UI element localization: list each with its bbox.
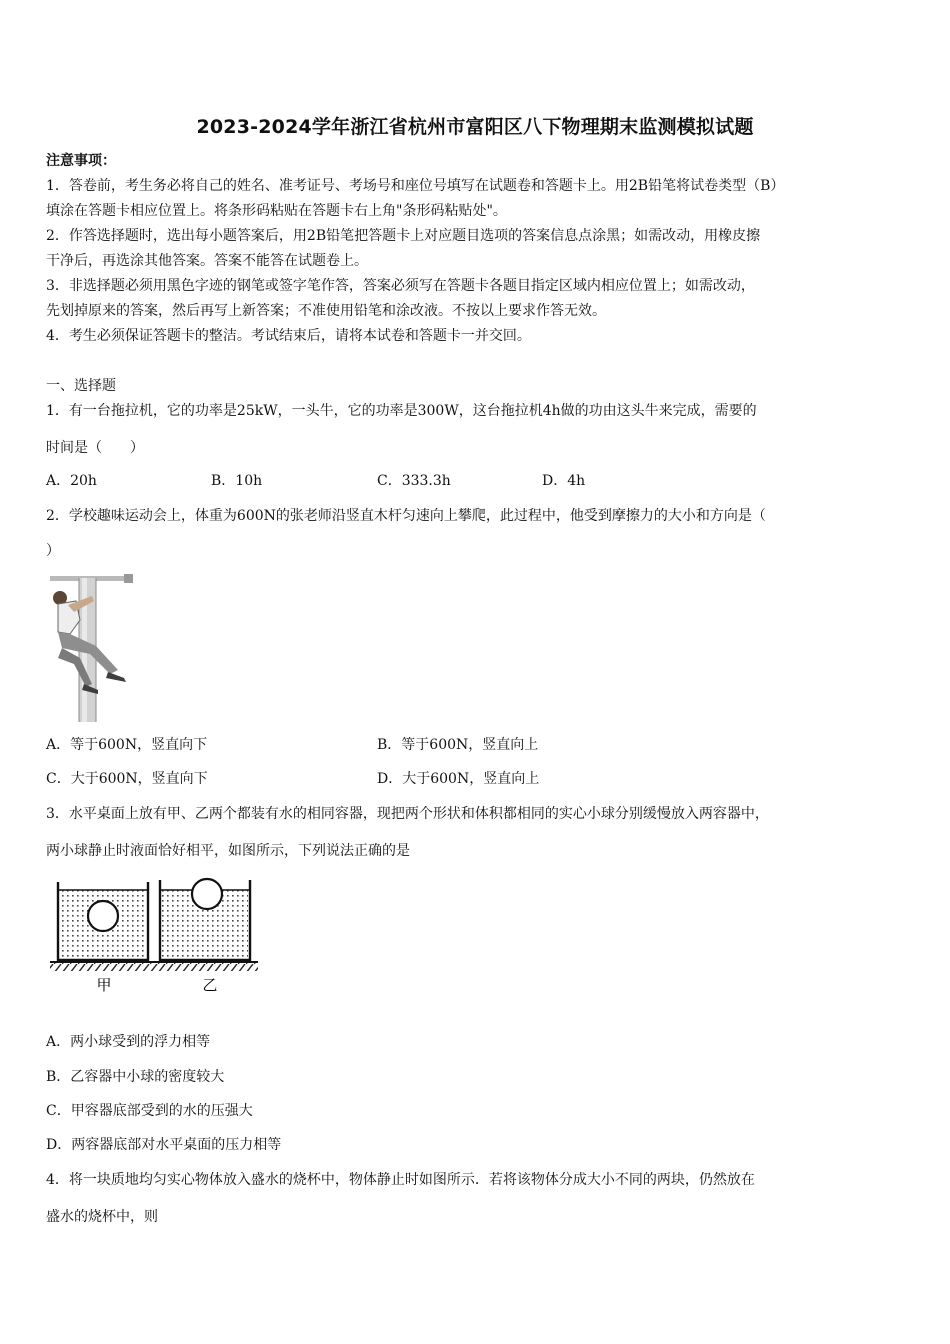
notice-line: 1．答卷前，考生务必将自己的姓名、准考证号、考场号和座位号填写在试题卷和答题卡上。用2B铅笔将试卷类型（B）	[46, 178, 785, 194]
q3-option-a: A．两小球受到的浮力相等	[46, 1034, 211, 1050]
q2-option-c: C．大于600N，竖直向下	[46, 771, 208, 787]
notice-line: 填涂在答题卡相应位置上。将条形码粘贴在答题卡右上角"条形码粘贴处"。	[46, 203, 507, 219]
question-1-text: 1．有一台拖拉机，它的功率是25kW，一头牛，它的功率是300W，这台拖拉机4h做的功由这头牛来完成，需要的	[46, 403, 757, 419]
climbing-teacher-figure	[46, 574, 136, 722]
notice-line: 干净后，再选涂其他答案。答案不能答在试题卷上。	[46, 253, 368, 269]
question-4-text: 盛水的烧杯中，则	[46, 1209, 158, 1225]
q2-option-b: B．等于600N，竖直向上	[377, 737, 539, 753]
notice-line: 4．考生必须保证答题卡的整洁。考试结束后，请将本试卷和答题卡一并交回。	[46, 328, 531, 344]
question-3-text: 两小球静止时液面恰好相平，如图所示，下列说法正确的是	[46, 843, 410, 859]
figure-label-yi: 乙	[202, 976, 218, 994]
notice-line: 3．非选择题必须用黑色字迹的钢笔或签字笔作答，答案必须写在答题卡各题目指定区域内相应位置上；如需改动，	[46, 278, 755, 294]
question-2-text: ）	[46, 543, 60, 559]
notice-line: 2．作答选择题时，选出每小题答案后，用2B铅笔把答题卡上对应题目选项的答案信息点涂黑；如需改动，用橡皮擦	[46, 228, 761, 244]
q2-option-a: A．等于600N，竖直向下	[46, 737, 208, 753]
q3-option-c: C．甲容器底部受到的水的压强大	[46, 1103, 253, 1119]
q1-option-b: B．10h	[211, 473, 263, 489]
page-title: 2023-2024学年浙江省杭州市富阳区八下物理期末监测模拟试题	[196, 116, 754, 138]
q1-option-a: A．20h	[46, 473, 97, 489]
question-2-text: 2．学校趣味运动会上，体重为600N的张老师沿竖直木杆匀速向上攀爬，此过程中，他受到摩擦力的大小和方向是（	[46, 508, 766, 524]
question-1-text: 时间是（ ）	[46, 440, 144, 456]
q3-option-d: D．两容器底部对水平桌面的压力相等	[46, 1137, 282, 1153]
notice-heading: 注意事项：	[46, 153, 116, 169]
two-containers-figure	[46, 874, 262, 996]
figure-label-jia: 甲	[96, 976, 112, 994]
q2-option-d: D．大于600N，竖直向上	[377, 771, 540, 787]
q3-option-b: B．乙容器中小球的密度较大	[46, 1069, 225, 1085]
q1-option-c: C．333.3h	[377, 473, 451, 489]
question-3-text: 3．水平桌面上放有甲、乙两个都装有水的相同容器，现把两个形状和体积都相同的实心小球分别缓慢放入两容器中，	[46, 806, 769, 822]
question-4-text: 4．将一块质地均匀实心物体放入盛水的烧杯中，物体静止时如图所示．若将该物体分成大小不同的两块，仍然放在	[46, 1172, 755, 1188]
section-heading: 一、选择题	[46, 378, 116, 394]
notice-line: 先划掉原来的答案，然后再写上新答案；不准使用铅笔和涂改液。不按以上要求作答无效。	[46, 303, 606, 319]
q1-option-d: D．4h	[542, 473, 586, 489]
